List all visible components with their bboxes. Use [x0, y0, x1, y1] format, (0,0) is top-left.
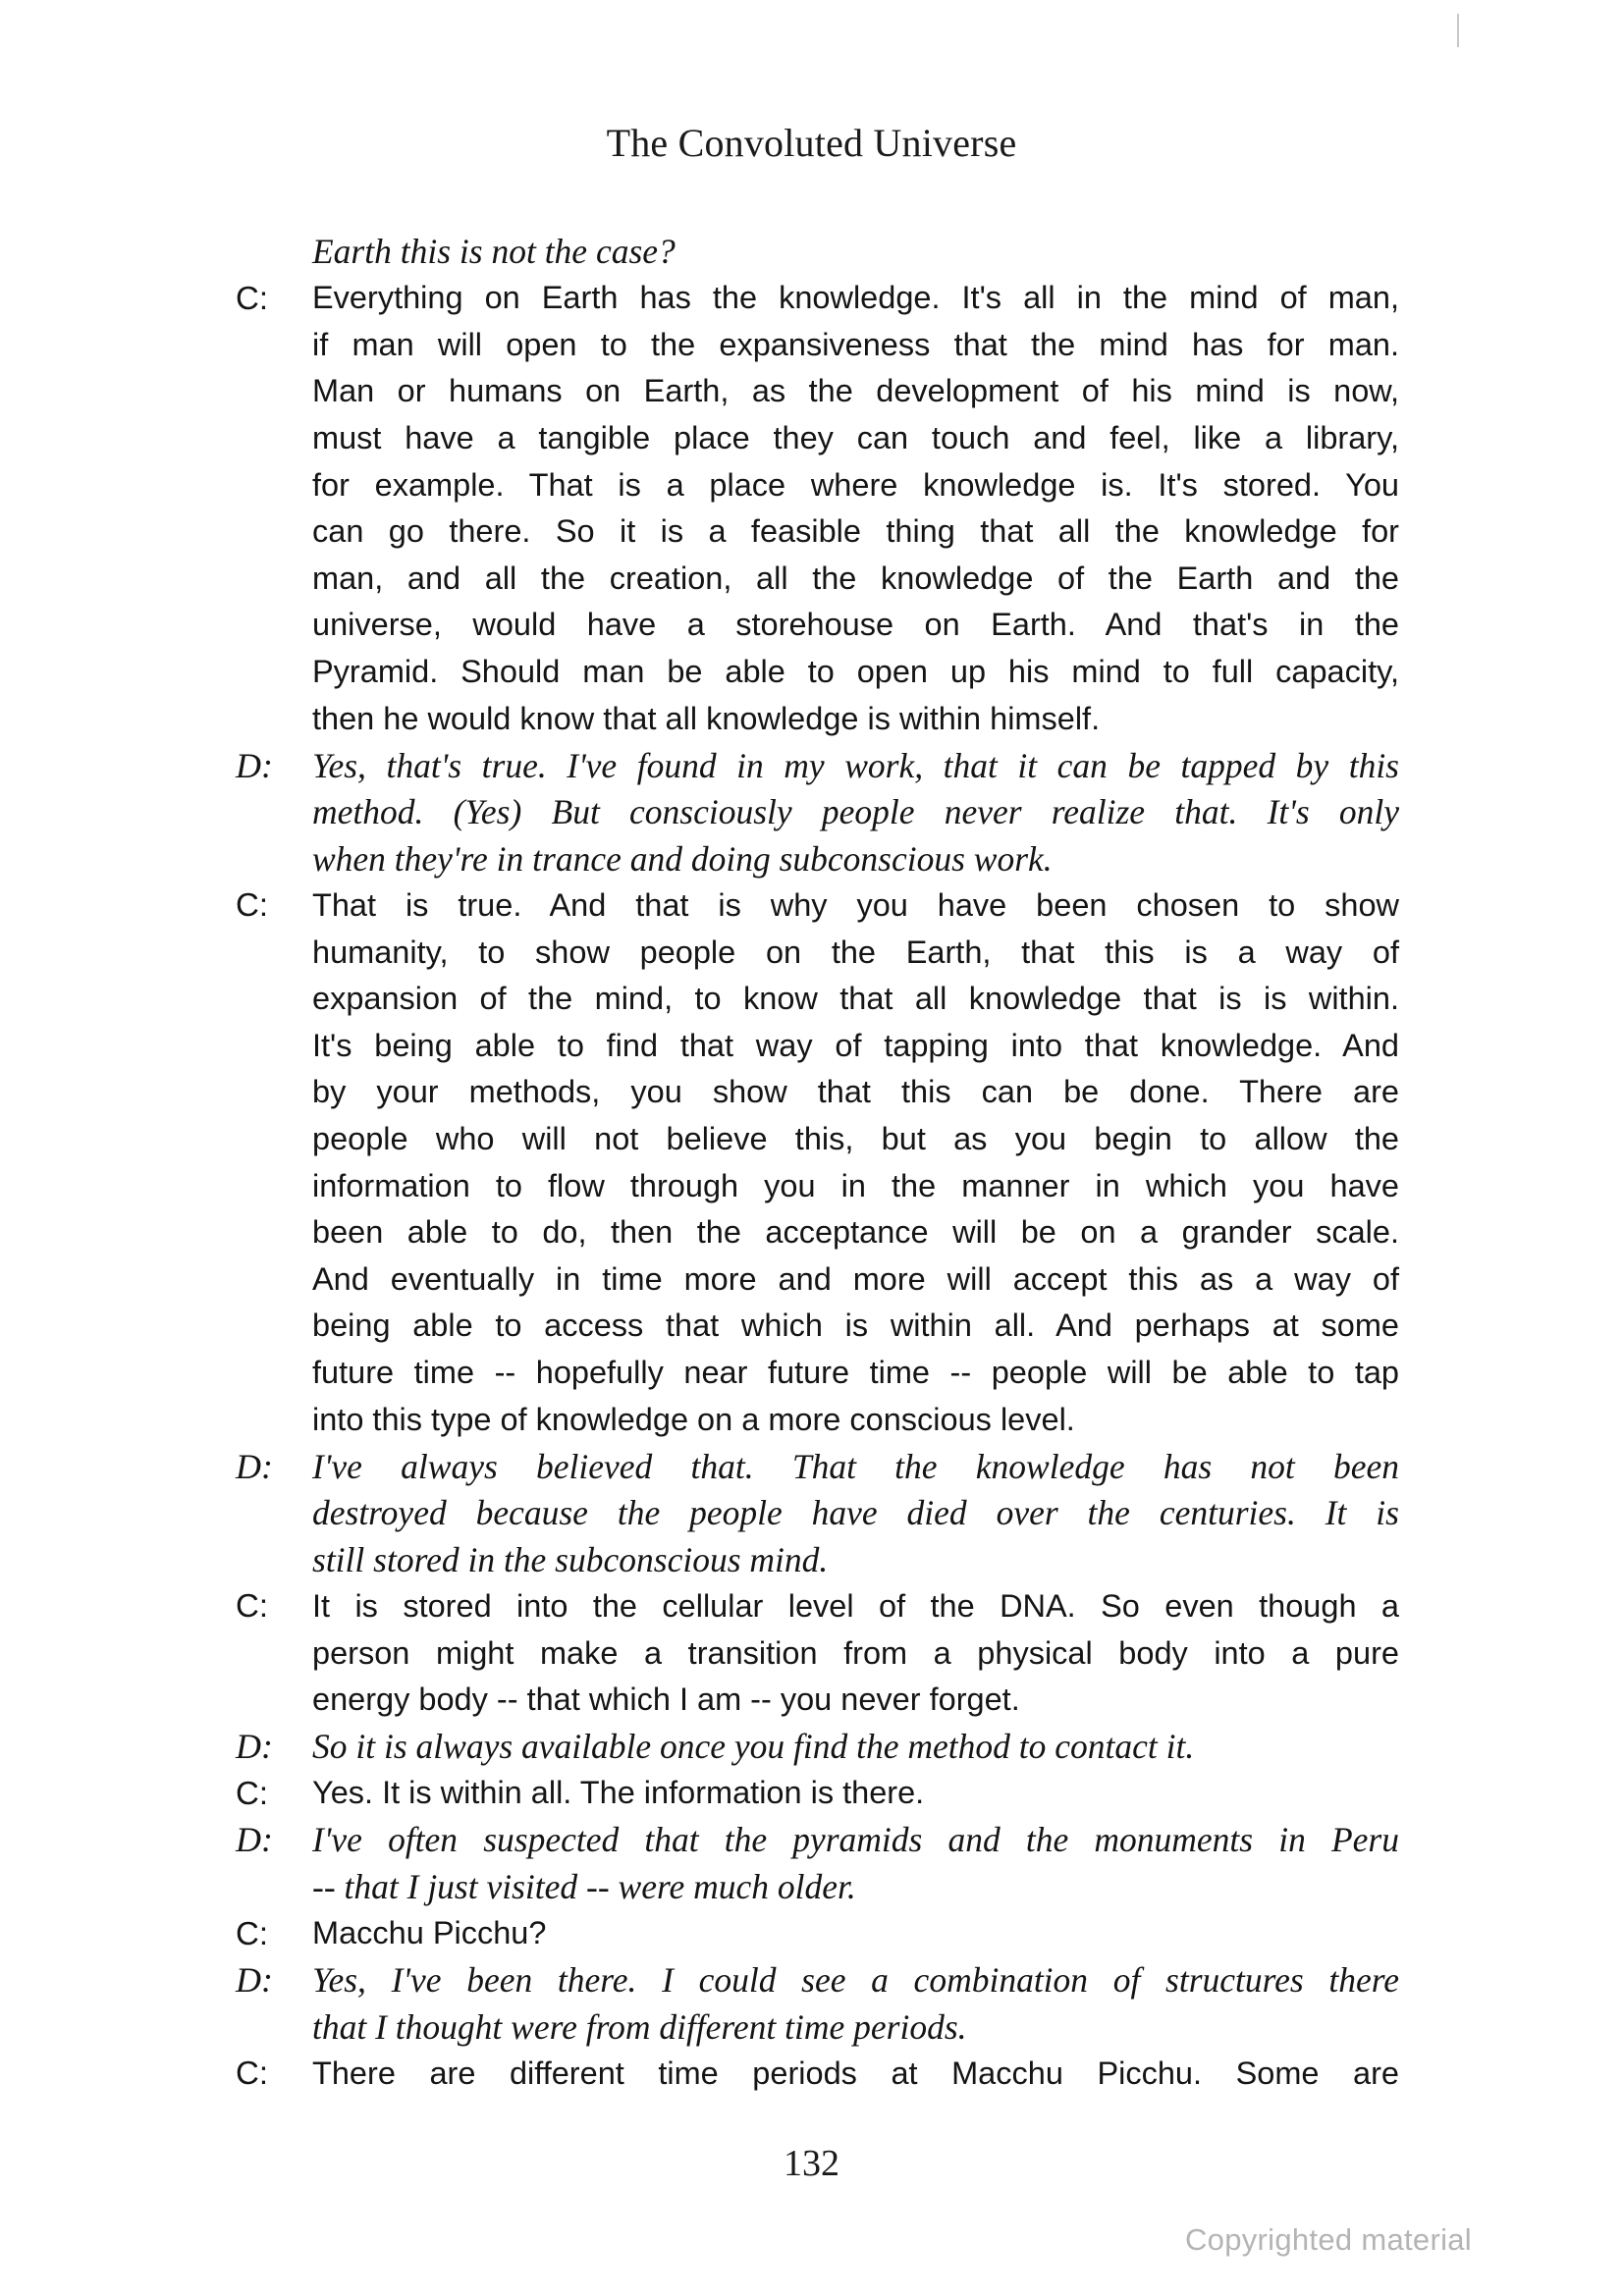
line-text: destroyed because the people have died over the centuries. It is [312, 1493, 1399, 1533]
text-line [236, 1677, 1399, 1724]
text-line [236, 1770, 1399, 1817]
line-text: Everything on Earth has the knowledge. It's all in the mind of man, [312, 280, 1399, 316]
speaker-label: D: [236, 1446, 273, 1486]
text-line [236, 2003, 1399, 2051]
line-text: being able to access that which is within all. And perhaps at some [312, 1308, 1399, 1344]
text-line [236, 321, 1399, 368]
line-text: I've always believed that. That the knowledge has not been [312, 1446, 1399, 1486]
text-line [236, 2050, 1399, 2097]
text-line [236, 742, 1399, 789]
line-text: humanity, to show people on the Earth, that this is a way of [312, 934, 1399, 970]
text-line [236, 1115, 1399, 1162]
running-head: The Convoluted Universe [606, 121, 1017, 165]
text-line [236, 1162, 1399, 1209]
line-text: Yes, that's true. I've found in my work, that it can be tapped by this [312, 745, 1399, 785]
line-text: energy body -- that which I am -- you never forget. [312, 1682, 1020, 1718]
line-text: must have a tangible place they can touch and feel, like a library, [312, 419, 1399, 455]
scan-edge-mark [1457, 14, 1459, 47]
line-text: And eventually in time more and more will accept this as a way of [312, 1260, 1399, 1297]
speaker-label: C: [236, 1587, 268, 1625]
line-text: person might make a transition from a physical body into a pure [312, 1634, 1399, 1671]
speaker-label: D: [236, 1727, 273, 1767]
text-line [236, 835, 1399, 882]
watermark: Copyrighted material [1184, 2222, 1472, 2257]
speaker-label: D: [236, 745, 273, 785]
line-text: man, and all the creation, all the knowledge of the Earth and the [312, 560, 1399, 596]
text-line [236, 929, 1399, 976]
line-text: method. (Yes) But consciously people never realize that. It's only [312, 792, 1399, 832]
text-line [236, 788, 1399, 835]
text-line [236, 1536, 1399, 1583]
line-text: Macchu Picchu? [312, 1915, 547, 1951]
text-line [236, 1910, 1399, 1957]
text-line [236, 976, 1399, 1023]
line-text: been able to do, then the acceptance will be on a grander scale. [312, 1214, 1399, 1251]
text-line [236, 1723, 1399, 1770]
speaker-label: D: [236, 1960, 273, 2001]
text-line [236, 461, 1399, 508]
speaker-label: C: [236, 2055, 268, 2092]
text-line [236, 1255, 1399, 1303]
text-line [236, 1489, 1399, 1536]
text-line [236, 368, 1399, 415]
text-line [236, 1816, 1399, 1863]
line-text: That is true. And that is why you have been chosen to show [312, 886, 1399, 923]
line-text: then he would know that all knowledge is within himself. [312, 700, 1101, 736]
line-text: can go there. So it is a feasible thing that all the knowledge for [312, 513, 1399, 550]
speaker-label: C: [236, 1914, 268, 1951]
text-line [236, 1629, 1399, 1677]
speaker-label: C: [236, 1774, 268, 1811]
line-text: universe, would have a storehouse on Earth. And that's in the [312, 607, 1399, 643]
text-line [236, 602, 1399, 649]
text-line [236, 275, 1399, 322]
line-text: So it is always available once you find the method to contact it. [312, 1727, 1195, 1767]
text-line [236, 414, 1399, 461]
line-text: expansion of the mind, to know that all knowledge that is is within. [312, 981, 1399, 1017]
text-line [236, 1349, 1399, 1396]
line-text: people who will not believe this, but as you begin to allow the [312, 1120, 1399, 1156]
line-text: by your methods, you show that this can be done. There are [312, 1074, 1399, 1110]
text-line [236, 508, 1399, 556]
text-line [236, 1863, 1399, 1910]
text-line [236, 881, 1399, 929]
text-line [236, 1443, 1399, 1490]
line-text: for example. That is a place where knowledge is. It's stored. You [312, 466, 1399, 503]
line-text: into this type of knowledge on a more conscious level. [312, 1401, 1075, 1437]
text-line [236, 1209, 1399, 1256]
line-text: Yes, I've been there. I could see a combination of structures there [312, 1960, 1399, 2001]
speaker-label: D: [236, 1820, 273, 1860]
text-line [236, 555, 1399, 602]
line-text: Earth this is not the case? [312, 232, 676, 271]
line-text: when they're in trance and doing subconscious work. [312, 838, 1053, 879]
text-line [236, 228, 1399, 275]
text-line [236, 1956, 1399, 2003]
text-line [236, 648, 1399, 695]
line-text: that I thought were from different time periods. [312, 2006, 967, 2047]
line-text: still stored in the subconscious mind. [312, 1539, 829, 1579]
speaker-label: C: [236, 279, 268, 316]
line-text: Man or humans on Earth, as the development of his mind is now, [312, 373, 1399, 409]
line-text: Pyramid. Should man be able to open up his mind to full capacity, [312, 653, 1399, 689]
line-text: It is stored into the cellular level of the DNA. So even though a [312, 1587, 1399, 1624]
text-line [236, 1396, 1399, 1443]
text-line [236, 695, 1399, 742]
line-text: -- that I just visited -- were much older. [312, 1867, 856, 1906]
line-text: future time -- hopefully near future time -- people will be able to tap [312, 1354, 1399, 1390]
speaker-label: C: [236, 886, 268, 924]
line-text: if man will open to the expansiveness that the mind has for man. [312, 326, 1399, 362]
line-text: There are different time periods at Macchu Picchu. Some are [312, 2055, 1399, 2091]
text-line [236, 1022, 1399, 1069]
page-number: 132 [784, 2143, 839, 2184]
line-text: information to flow through you in the manner in which you have [312, 1167, 1399, 1203]
text-line [236, 1582, 1399, 1629]
line-text: I've often suspected that the pyramids and the monuments in Peru [312, 1820, 1399, 1860]
text-line [236, 1069, 1399, 1116]
text-line [236, 1303, 1399, 1350]
line-text: Yes. It is within all. The information is there. [312, 1775, 925, 1811]
line-text: It's being able to find that way of tapping into that knowledge. And [312, 1027, 1399, 1063]
